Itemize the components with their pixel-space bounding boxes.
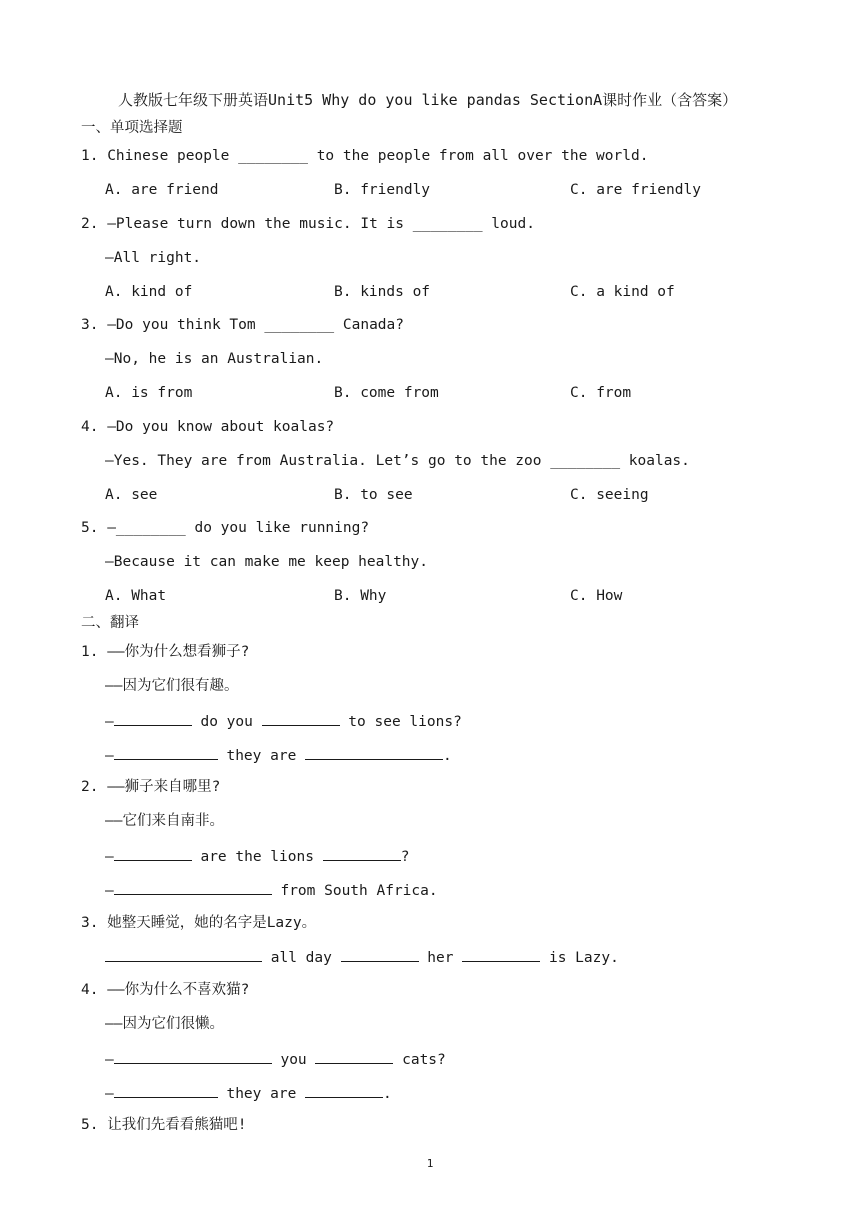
dash: — — [105, 714, 114, 730]
question-3-stem: 3. —Do you think Tom ________ Canada? — [81, 317, 405, 333]
question-1-option-b: B. friendly — [334, 182, 431, 198]
translation-2-chinese-q: 2. ——狮子来自哪里? — [81, 779, 221, 795]
question-2-reply: —All right. — [105, 250, 202, 266]
document-title: 人教版七年级下册英语Unit5 Why do you like pandas SectionA课时作业（含答案） — [118, 91, 738, 109]
answer-blank[interactable] — [114, 879, 272, 895]
sentence-fragment: to see lions? — [339, 714, 462, 730]
translation-4-english-q — [105, 1048, 446, 1070]
question-5-reply: —Because it can make me keep healthy. — [105, 554, 429, 570]
question-5-stem: 5. —________ do you like running? — [81, 520, 370, 536]
dash: — — [105, 748, 114, 764]
sentence-fragment: from South Africa. — [271, 883, 438, 899]
question-3-option-b: B. come from — [334, 385, 439, 401]
sentence-fragment: you — [271, 1052, 316, 1068]
question-1-option-a: A. are friend — [105, 182, 219, 198]
sentence-fragment: . — [383, 1086, 392, 1102]
sentence-fragment: they are — [217, 1086, 306, 1102]
question-4-option-a: A. see — [105, 487, 158, 503]
question-2-option-c: C. a kind of — [570, 284, 675, 300]
translation-4-english-a — [105, 1082, 392, 1104]
question-3-reply: —No, he is an Australian. — [105, 351, 324, 367]
dash: — — [105, 883, 114, 899]
translation-2-english-a — [105, 879, 438, 901]
answer-blank[interactable] — [462, 946, 540, 962]
dash: — — [105, 849, 114, 865]
translation-3-chinese: 3. 她整天睡觉，她的名字是Lazy。 — [81, 915, 317, 931]
sentence-fragment: is Lazy. — [540, 950, 619, 966]
translation-2-english-q — [105, 845, 409, 867]
question-5-option-a: A. What — [105, 588, 167, 604]
question-4-option-c: C. seeing — [570, 487, 649, 503]
dash: — — [105, 1052, 114, 1068]
page-number: 1 — [426, 1157, 434, 1170]
question-1-stem: 1. Chinese people ________ to the people from all over the world. — [81, 148, 649, 164]
translation-4-chinese-a: ——因为它们很懒。 — [105, 1016, 224, 1032]
answer-blank[interactable] — [114, 1082, 218, 1098]
sentence-fragment: cats? — [393, 1052, 446, 1068]
translation-1-chinese-a: ——因为它们很有趣。 — [105, 678, 239, 694]
question-1-option-c: C. are friendly — [570, 182, 701, 198]
sentence-fragment: are the lions — [191, 849, 323, 865]
question-2-option-b: B. kinds of — [334, 284, 431, 300]
sentence-fragment: all day — [262, 950, 341, 966]
question-4-stem: 4. —Do you know about koalas? — [81, 419, 335, 435]
translation-4-chinese-q: 4. ——你为什么不喜欢猫? — [81, 982, 250, 998]
question-5-option-c: C. How — [570, 588, 623, 604]
question-3-option-a: A. is from — [105, 385, 193, 401]
translation-1-english-a — [105, 744, 452, 766]
dash: — — [105, 1086, 114, 1102]
answer-blank[interactable] — [114, 1048, 272, 1064]
answer-blank[interactable] — [262, 710, 340, 726]
sentence-fragment: ? — [400, 849, 410, 865]
question-3-option-c: C. from — [570, 385, 632, 401]
translation-5-chinese: 5. 让我们先看看熊猫吧! — [81, 1117, 247, 1133]
answer-blank[interactable] — [114, 744, 218, 760]
answer-blank[interactable] — [305, 1082, 383, 1098]
question-4-reply: —Yes. They are from Australia. Let’s go to the zoo ________ koalas. — [105, 453, 690, 469]
question-5-option-b: B. Why — [334, 588, 387, 604]
answer-blank[interactable] — [114, 845, 192, 861]
sentence-fragment: they are — [217, 748, 306, 764]
sentence-fragment: do you — [191, 714, 262, 730]
answer-blank[interactable] — [305, 744, 443, 760]
sentence-fragment: her — [418, 950, 463, 966]
answer-blank[interactable] — [341, 946, 419, 962]
answer-blank[interactable] — [315, 1048, 393, 1064]
question-4-option-b: B. to see — [334, 487, 413, 503]
translation-2-chinese-a: ——它们来自南非。 — [105, 813, 224, 829]
answer-blank[interactable] — [114, 710, 192, 726]
translation-1-english-q — [105, 710, 462, 732]
translation-1-chinese-q: 1. ——你为什么想看狮子? — [81, 644, 250, 660]
translation-3-english — [105, 946, 619, 968]
question-2-stem: 2. —Please turn down the music. It is ________ loud. — [81, 216, 535, 232]
section-heading-translation: 二、翻译 — [81, 615, 139, 631]
answer-blank[interactable] — [323, 845, 401, 861]
sentence-fragment: . — [443, 748, 452, 764]
section-heading-choice: 一、单项选择题 — [81, 120, 183, 136]
answer-blank[interactable] — [105, 946, 262, 962]
question-2-option-a: A. kind of — [105, 284, 193, 300]
